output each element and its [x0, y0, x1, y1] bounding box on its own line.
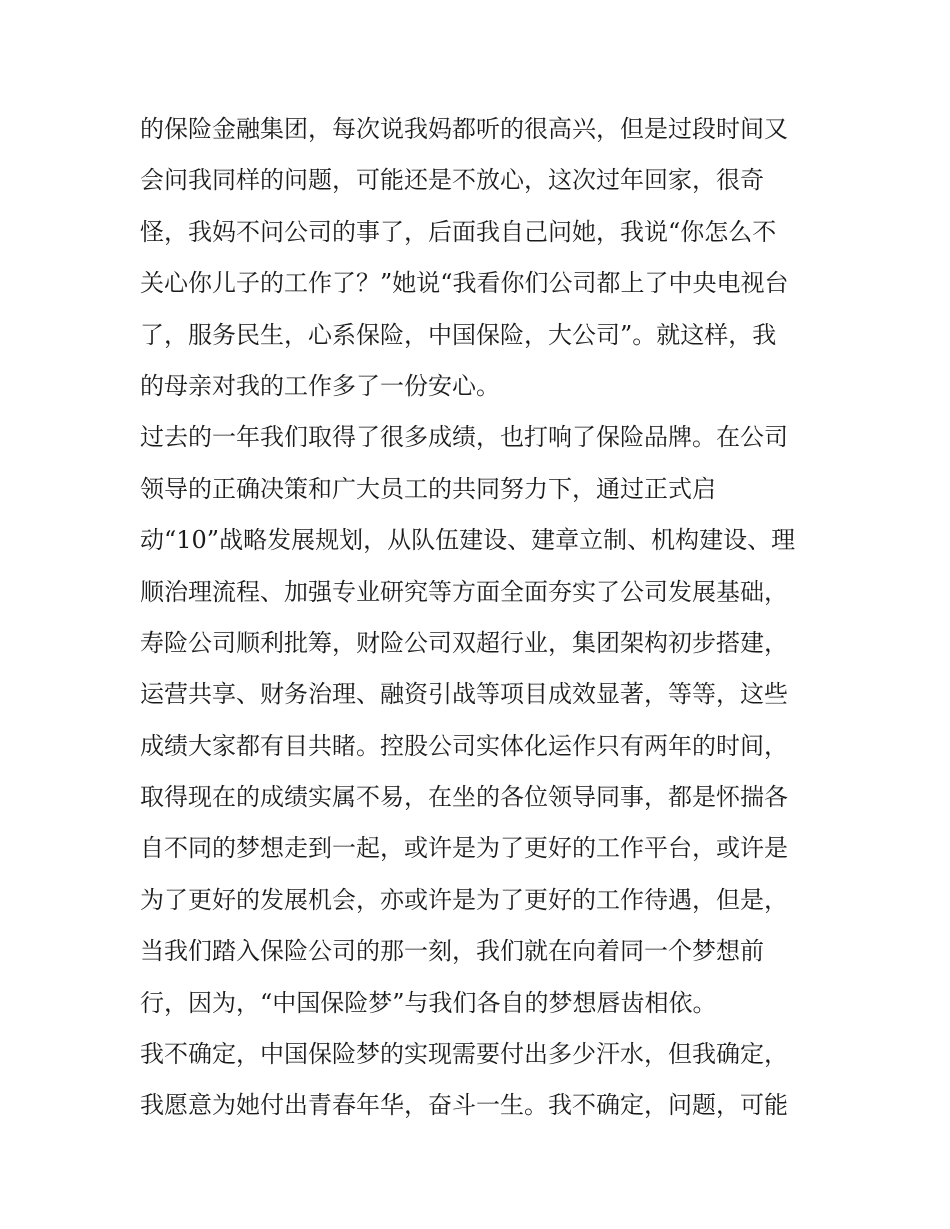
text-line: 动“10”战略发展规划，从队伍建设、建章立制、机构建设、理	[140, 526, 796, 555]
text-line: 行，因为，“中国保险梦”与我们各自的梦想唇齿相依。	[140, 988, 717, 1017]
text-line: 寿险公司顺利批筹，财险公司双超行业，集团架构初步搭建，	[140, 628, 788, 657]
text-line: 我不确定，中国保险梦的实现需要付出多少汗水，但我确定，	[140, 1040, 788, 1069]
text-line: 怪，我妈不问公司的事了，后面我自己问她，我说“你怎么不	[140, 217, 777, 246]
text-line: 我愿意为她付出青春年华，奋斗一生。我不确定，问题，可能	[140, 1091, 788, 1120]
body-text	[140, 104, 830, 1132]
text-line: 当我们踏入保险公司的那一刻，我们就在向着同一个梦想前	[140, 937, 764, 966]
text-line: 自不同的梦想走到一起，或许是为了更好的工作平台，或许是	[140, 834, 788, 863]
text-line: 的保险金融集团，每次说我妈都听的很高兴，但是过段时间又	[140, 115, 788, 143]
text-line: 取得现在的成绩实属不易，在坐的各位领导同事，都是怀揣各	[140, 783, 788, 812]
text-line: 过去的一年我们取得了很多成绩，也打响了保险品牌。在公司	[140, 423, 788, 452]
text-line: 会问我同样的问题，可能还是不放心，这次过年回家，很奇	[140, 166, 764, 195]
text-line: 的母亲对我的工作多了一份安心。	[140, 371, 500, 400]
text-line: 成绩大家都有目共睹。控股公司实体化运作只有两年的时间，	[140, 731, 788, 760]
text-line: 运营共享、财务治理、融资引战等项目成效显著，等等，这些	[140, 680, 788, 709]
text-line: 了，服务民生，心系保险，中国保险，大公司”。就这样，我	[140, 320, 777, 349]
text-line: 领导的正确决策和广大员工的共同努力下，通过正式启	[140, 474, 716, 503]
text-line: 为了更好的发展机会，亦或许是为了更好的工作待遇，但是，	[140, 885, 788, 914]
text-line: 关心你儿子的工作了？”她说“我看你们公司都上了中央电视台	[140, 269, 789, 298]
text-line: 顺治理流程、加强专业研究等方面全面夯实了公司发展基础，	[140, 577, 788, 606]
